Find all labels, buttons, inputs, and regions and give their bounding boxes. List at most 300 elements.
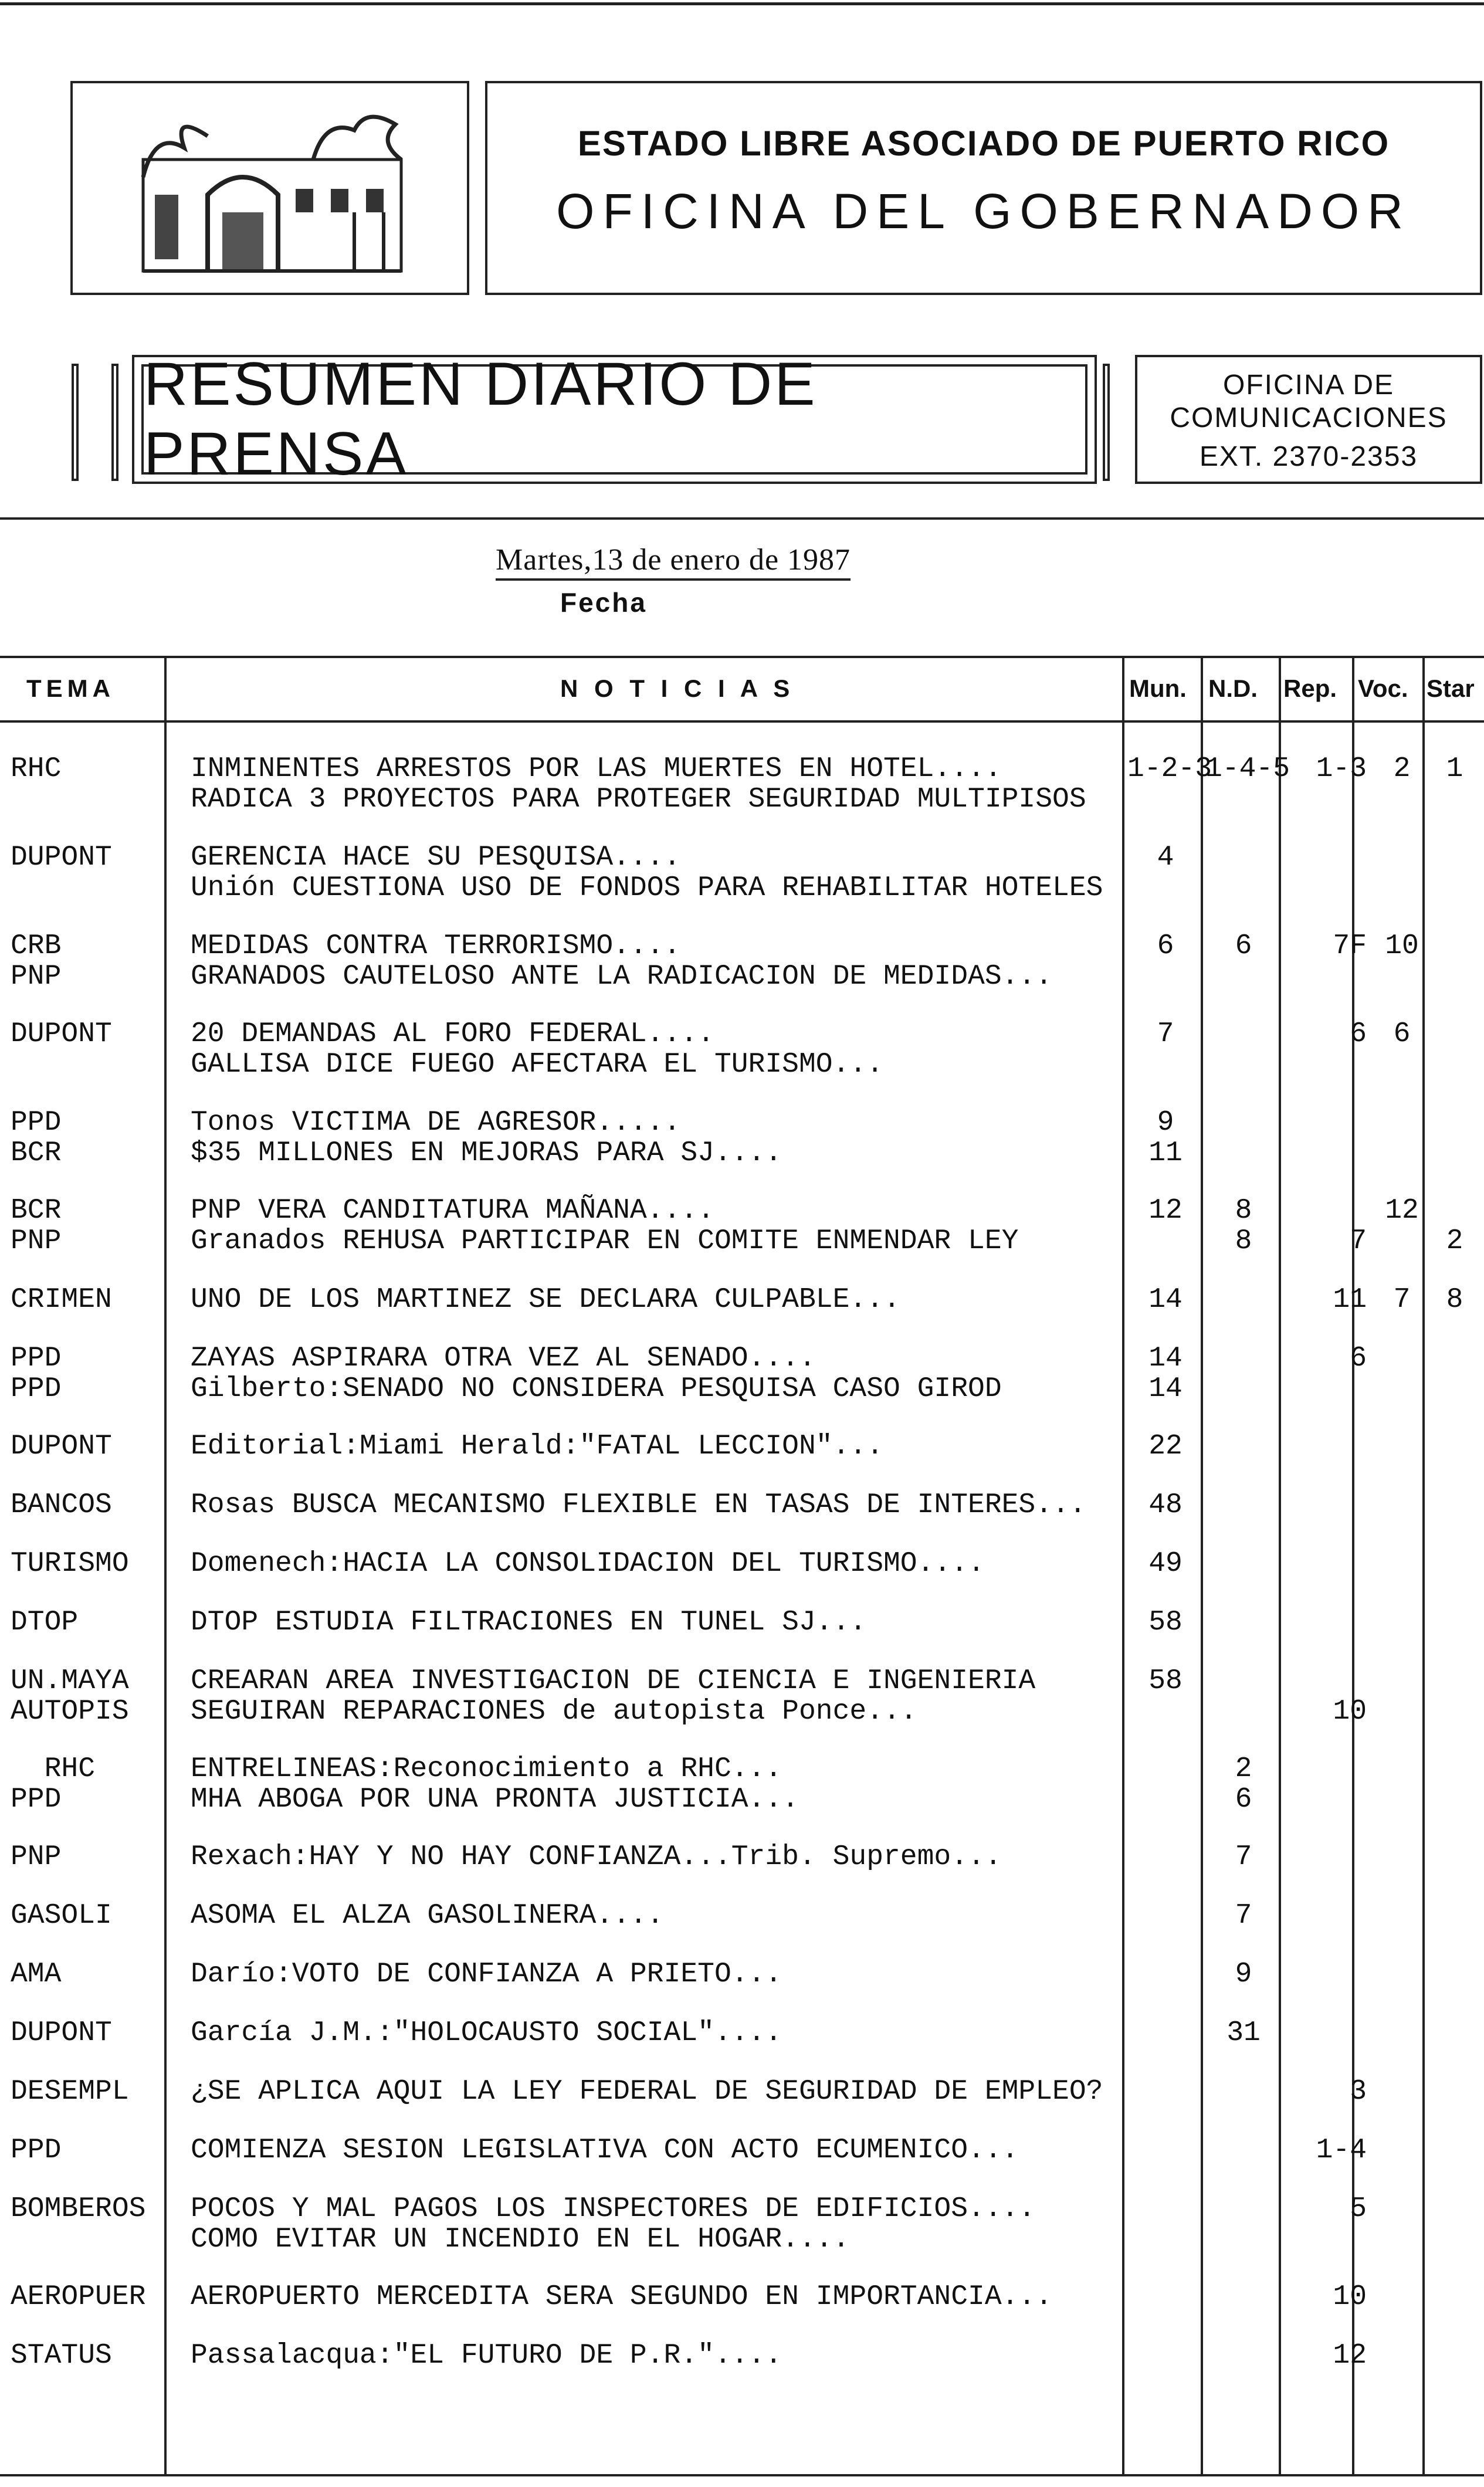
- tema-line: [11, 873, 112, 903]
- tema-line: PPD: [11, 1107, 62, 1139]
- nd-cell: [1205, 2018, 1282, 2079]
- mun-line: [1127, 1784, 1204, 1815]
- news-line: Rosas BUSCA MECANISMO FLEXIBLE EN TASAS DE INTERES...: [191, 1489, 1086, 1521]
- tema-line: TURISMO: [11, 1548, 129, 1580]
- rep-cell: [1282, 2194, 1367, 2255]
- mun-line: [1127, 1315, 1204, 1346]
- nd-cell: [1205, 1195, 1282, 1256]
- star-line: [1425, 2371, 1484, 2401]
- decorative-bar: [111, 364, 118, 481]
- news-line: ¿SE APLICA AQUI LA LEY FEDERAL DE SEGURIDAD DE EMPLEO?: [191, 2076, 1103, 2107]
- agency-name: ESTADO LIBRE ASOCIADO DE PUERTO RICO: [577, 124, 1390, 163]
- news-line: POCOS Y MAL PAGOS LOS INSPECTORES DE EDIFICIOS....: [191, 2193, 1036, 2225]
- tema-line: [11, 1931, 112, 1961]
- mun-line: [1127, 2340, 1204, 2371]
- decorative-bar: [72, 364, 79, 481]
- rep-line: [1282, 1607, 1367, 1638]
- nd-cell: [1205, 1549, 1282, 1610]
- star-cell: [1425, 2018, 1484, 2079]
- news-line: GRANADOS CAUTELOSO ANTE LA RADICACION DE MEDIDAS...: [191, 961, 1053, 992]
- tema-line: [11, 1579, 129, 1610]
- rep-cell: [1282, 1195, 1367, 1256]
- news-line: [191, 2048, 782, 2079]
- rep-cell: [1282, 2340, 1367, 2401]
- nd-line: [1205, 1579, 1282, 1610]
- star-line: [1425, 1990, 1484, 2020]
- rep-cell: [1282, 1549, 1367, 1610]
- nd-line: [1205, 1638, 1282, 1668]
- star-line: [1425, 1549, 1484, 1579]
- nd-cell: [1205, 2135, 1282, 2196]
- news-line: AEROPUERTO MERCEDITA SERA SEGUNDO EN IMPORTANCIA...: [191, 2281, 1053, 2313]
- star-cell: [1425, 2135, 1484, 2196]
- nd-line: [1205, 1462, 1282, 1492]
- news-line: Editorial:Miami Herald:"FATAL LECCION"...: [191, 1431, 883, 1462]
- tema-line: [11, 1049, 112, 1080]
- rep-line: 6: [1350, 1343, 1367, 1374]
- star-cell: [1425, 1959, 1484, 2020]
- news-line: COMO EVITAR UN INCENDIO EN EL HOGAR....: [191, 2224, 850, 2255]
- mun-line: 58: [1148, 1607, 1183, 1638]
- news-line: DTOP ESTUDIA FILTRACIONES EN TUNEL SJ...: [191, 1607, 867, 1638]
- rep-line: [1282, 2224, 1367, 2255]
- rep-line: [1282, 1842, 1367, 1872]
- rep-line: [1282, 842, 1367, 873]
- nd-line: 6: [1235, 1784, 1252, 1815]
- mun-line: 4: [1157, 842, 1174, 873]
- tema-line: [11, 1990, 61, 2020]
- mun-line: 48: [1148, 1489, 1183, 1521]
- mun-cell: [1127, 1607, 1204, 1668]
- mun-cell: [1127, 1490, 1204, 1551]
- star-cell: [1425, 1343, 1484, 1404]
- tema-line: AMA: [11, 1959, 62, 1990]
- tema-line: PNP: [11, 961, 62, 992]
- table-top-border: [0, 656, 1484, 658]
- column-header-noticias: N O T I C I A S: [560, 675, 795, 702]
- tema-line: [11, 784, 61, 815]
- voc-line: 6: [1393, 1018, 1411, 1050]
- rep-line: [1282, 2166, 1367, 2196]
- table-header-border: [0, 720, 1484, 723]
- agency-header: [485, 81, 1482, 295]
- tema-cell: [11, 1666, 129, 1727]
- tema-cell: [11, 1431, 112, 1492]
- nd-line: [1205, 1990, 1282, 2020]
- tema-line: BANCOS: [11, 1489, 112, 1521]
- mun-line: [1127, 1990, 1204, 2020]
- tema-line: PPD: [11, 1784, 62, 1815]
- nd-line: [1205, 1315, 1282, 1346]
- rep-line: 6: [1350, 1018, 1367, 1050]
- rep-line: [1282, 1872, 1367, 1903]
- news-cell: [191, 2018, 782, 2079]
- mun-cell: [1127, 1754, 1204, 1815]
- mun-line: [1127, 2194, 1204, 2224]
- news-cell: [191, 754, 1086, 815]
- column-header-tema: TEMA: [26, 675, 115, 702]
- tema-line: BCR: [11, 1195, 62, 1226]
- nd-cell: [1205, 1754, 1282, 1815]
- star-line: [1425, 1900, 1484, 1931]
- news-line: [191, 2107, 1103, 2137]
- news-cell: [191, 1607, 866, 1668]
- star-line: [1425, 1842, 1484, 1872]
- mun-cell: [1127, 1285, 1204, 1346]
- rep-cell: [1282, 2282, 1367, 2343]
- mun-line: [1127, 784, 1204, 815]
- star-line: [1425, 1638, 1484, 1668]
- news-cell: [191, 1019, 883, 1080]
- rep-line: 11: [1333, 1284, 1367, 1316]
- rep-line: [1282, 1666, 1367, 1696]
- tema-cell: [11, 1959, 61, 2020]
- mun-line: [1127, 1872, 1204, 1903]
- star-cell: [1425, 842, 1484, 903]
- star-line: [1425, 1607, 1484, 1638]
- mun-line: [1127, 2312, 1204, 2343]
- nd-cell: [1205, 1842, 1282, 1903]
- rep-line: 3: [1350, 2076, 1367, 2107]
- star-cell: [1425, 1285, 1484, 1346]
- rep-line: [1282, 2371, 1367, 2401]
- rep-cell: [1282, 1900, 1367, 1961]
- tema-cell: [11, 2018, 112, 2079]
- tema-cell: [11, 2340, 112, 2401]
- rep-line: [1282, 1990, 1367, 2020]
- office-line: OFICINA DE: [1222, 370, 1395, 401]
- nd-line: [1205, 873, 1282, 903]
- star-cell: [1425, 1900, 1484, 1961]
- nd-line: 9: [1235, 1959, 1252, 1990]
- mun-cell: [1127, 931, 1204, 992]
- rep-cell: [1282, 2018, 1367, 2079]
- star-line: [1425, 873, 1484, 903]
- rep-line: [1282, 1549, 1367, 1579]
- star-cell: [1425, 1549, 1484, 1610]
- star-line: [1425, 784, 1484, 815]
- tema-line: [11, 2371, 112, 2401]
- star-line: [1425, 1107, 1484, 1138]
- rep-line: [1282, 2312, 1367, 2343]
- column-header-mun: Mun.: [1129, 675, 1187, 702]
- tema-line: DUPONT: [11, 1018, 112, 1050]
- star-line: [1425, 2135, 1484, 2166]
- tema-line: DESEMPL: [11, 2076, 129, 2107]
- star-cell: [1425, 1431, 1484, 1492]
- voc-line: 7: [1393, 1284, 1411, 1316]
- tema-line: [11, 1872, 61, 1903]
- star-line: [1425, 1462, 1484, 1492]
- rep-cell: [1282, 1019, 1367, 1080]
- rep-line: 1-4: [1316, 2134, 1367, 2166]
- mun-line: [1127, 2018, 1204, 2048]
- voc-line: 12: [1385, 1195, 1419, 1226]
- nd-cell: [1205, 2282, 1282, 2343]
- tema-cell: [11, 842, 112, 903]
- mun-line: [1127, 1754, 1204, 1784]
- divider: [0, 517, 1484, 520]
- mun-line: [1127, 2107, 1204, 2137]
- news-cell: [191, 1842, 1002, 1903]
- star-line: [1425, 1959, 1484, 1990]
- nd-line: [1205, 2076, 1282, 2107]
- mun-line: 14: [1148, 1284, 1183, 1316]
- star-line: [1425, 2194, 1484, 2224]
- star-cell: [1425, 754, 1484, 815]
- communications-office: [1135, 355, 1482, 484]
- nd-line: 6: [1235, 930, 1252, 962]
- news-cell: [191, 1900, 664, 1961]
- rep-line: 10: [1333, 1696, 1367, 1727]
- tema-cell: [11, 1195, 61, 1256]
- nd-line: [1205, 1019, 1282, 1049]
- star-line: [1425, 2048, 1484, 2079]
- tema-line: [11, 2224, 145, 2255]
- mun-line: 58: [1148, 1665, 1183, 1697]
- mun-line: [1127, 1520, 1204, 1551]
- nd-line: [1205, 2135, 1282, 2166]
- tema-line: GASOLI: [11, 1900, 112, 1932]
- tema-cell: [11, 2194, 145, 2255]
- fortaleza-drawing-icon: [120, 107, 425, 277]
- nd-line: [1205, 1931, 1282, 1961]
- nd-cell: [1205, 753, 1290, 815]
- nd-line: 8: [1235, 1195, 1252, 1226]
- mun-cell: [1127, 1019, 1204, 1080]
- mun-cell: [1127, 2340, 1204, 2401]
- star-line: [1425, 2340, 1484, 2371]
- news-cell: [191, 1195, 1018, 1256]
- mun-line: 7: [1157, 1018, 1174, 1050]
- nd-line: [1205, 842, 1282, 873]
- star-line: [1425, 1520, 1484, 1551]
- news-line: ASOMA EL ALZA GASOLINERA....: [191, 1900, 664, 1932]
- news-line: [191, 1990, 782, 2020]
- news-line: [191, 2166, 1018, 2196]
- mun-line: 22: [1148, 1431, 1183, 1462]
- star-line: [1425, 1754, 1484, 1784]
- mun-cell: [1127, 2018, 1204, 2079]
- news-cell: [191, 1959, 782, 2020]
- nd-line: [1205, 1696, 1282, 1727]
- mun-line: [1127, 2135, 1204, 2166]
- news-line: INMINENTES ARRESTOS POR LAS MUERTES EN HOTEL....: [191, 753, 1002, 785]
- tema-line: DUPONT: [11, 1431, 112, 1462]
- news-cell: [191, 1490, 1086, 1551]
- mun-cell: [1127, 1195, 1204, 1256]
- nd-line: [1205, 1049, 1282, 1080]
- news-line: GALLISA DICE FUEGO AFECTARA EL TURISMO...: [191, 1049, 883, 1080]
- tema-line: DUPONT: [11, 842, 112, 873]
- rep-line: [1282, 1959, 1367, 1990]
- tema-line: [11, 1520, 112, 1551]
- rep-line: [1282, 1900, 1367, 1931]
- nd-line: [1205, 2312, 1282, 2343]
- rep-line: [1282, 961, 1367, 992]
- mun-line: 14: [1148, 1343, 1183, 1374]
- star-line: [1425, 842, 1484, 873]
- mun-line: [1127, 1462, 1204, 1492]
- star-line: [1425, 1343, 1484, 1374]
- star-cell: [1425, 1019, 1484, 1080]
- rep-cell: [1282, 1842, 1367, 1903]
- star-cell: [1425, 1490, 1484, 1551]
- nd-line: [1205, 1343, 1282, 1374]
- rep-line: [1282, 1931, 1367, 1961]
- star-cell: [1425, 931, 1484, 992]
- nd-line: 7: [1235, 1900, 1252, 1932]
- news-cell: [191, 1431, 883, 1492]
- star-line: [1425, 1490, 1484, 1520]
- tema-cell: [11, 1607, 78, 1668]
- report-date: Martes,13 de enero de 1987: [496, 543, 851, 581]
- tema-line: [11, 2048, 112, 2079]
- tema-cell: [11, 2282, 145, 2343]
- star-cell: [1425, 1107, 1484, 1168]
- news-cell: [191, 842, 1103, 903]
- date-label: Fecha: [560, 587, 647, 618]
- mun-cell: [1127, 1107, 1204, 1168]
- tema-line: PNP: [11, 1841, 62, 1873]
- nd-line: [1205, 1520, 1282, 1551]
- mun-line: 11: [1148, 1137, 1183, 1169]
- nd-cell: [1205, 2194, 1282, 2255]
- tema-line: DUPONT: [11, 2017, 112, 2049]
- nd-line: [1205, 1374, 1282, 1404]
- star-line: [1425, 1784, 1484, 1815]
- nd-cell: [1205, 1343, 1282, 1404]
- rep-line: [1282, 873, 1367, 903]
- tema-line: CRIMEN: [11, 1284, 112, 1316]
- rep-cell: [1282, 1285, 1367, 1346]
- mun-cell: [1127, 1666, 1204, 1727]
- news-cell: [191, 2076, 1103, 2137]
- star-cell: [1425, 1754, 1484, 1815]
- tema-line: PPD: [11, 2134, 62, 2166]
- rep-line: [1282, 1107, 1367, 1138]
- tema-cell: [11, 2076, 129, 2137]
- rep-cell: [1282, 1607, 1367, 1668]
- tema-line: RHC: [11, 753, 62, 785]
- tema-cell: [11, 1900, 112, 1961]
- mun-line: [1127, 1638, 1204, 1668]
- star-line: [1425, 1666, 1484, 1696]
- star-cell: [1425, 2340, 1484, 2401]
- news-line: ZAYAS ASPIRARA OTRA VEZ AL SENADO....: [191, 1343, 816, 1374]
- nd-line: [1205, 2166, 1282, 2196]
- tema-line: [11, 1315, 112, 1346]
- nd-cell: [1205, 1490, 1282, 1551]
- news-line: [191, 1638, 866, 1668]
- star-cell: [1425, 2282, 1484, 2343]
- tema-line: [11, 2166, 61, 2196]
- tema-cell: [11, 2135, 61, 2196]
- tema-cell: [11, 1107, 61, 1168]
- mun-line: [1127, 2282, 1204, 2312]
- mun-line: [1127, 2166, 1204, 2196]
- news-line: Granados REHUSA PARTICIPAR EN COMITE ENMENDAR LEY: [191, 1225, 1019, 1257]
- rep-cell: [1282, 2076, 1367, 2137]
- news-cell: [191, 2282, 1052, 2343]
- rep-line: [1282, 2018, 1367, 2048]
- rep-line: [1282, 1195, 1367, 1226]
- star-cell: [1425, 2076, 1484, 2137]
- rep-line: [1282, 1579, 1367, 1610]
- tema-line: CRB: [11, 930, 62, 962]
- mun-cell: [1127, 2282, 1204, 2343]
- news-line: [191, 1462, 883, 1492]
- rep-line: 5: [1350, 2193, 1367, 2225]
- news-cell: [191, 2194, 1035, 2255]
- tema-line: BCR: [11, 1137, 62, 1169]
- mun-line: 49: [1148, 1548, 1183, 1580]
- mun-cell: [1127, 1549, 1204, 1610]
- news-line: COMIENZA SESION LEGISLATIVA CON ACTO ECUMENICO...: [191, 2134, 1019, 2166]
- mun-line: [1127, 2048, 1204, 2079]
- voc-line: 10: [1385, 930, 1419, 962]
- nd-line: [1205, 2340, 1282, 2371]
- news-line: [191, 1931, 664, 1961]
- tema-line: PNP: [11, 1225, 62, 1257]
- mun-cell: [1127, 1343, 1204, 1404]
- star-line: [1425, 961, 1484, 992]
- rep-line: 10: [1333, 2281, 1367, 2313]
- star-line: [1425, 1049, 1484, 1080]
- tema-cell: [11, 931, 61, 992]
- nd-cell: [1205, 1607, 1282, 1668]
- news-cell: [191, 1343, 1002, 1404]
- rep-line: [1282, 1784, 1367, 1815]
- rep-cell: [1282, 1666, 1367, 1727]
- logo-frame: [70, 81, 469, 295]
- tema-cell: [11, 1019, 112, 1080]
- nd-line: [1205, 1431, 1282, 1462]
- nd-line: [1205, 2224, 1282, 2255]
- rep-cell: [1282, 1107, 1367, 1168]
- tema-line: [11, 1462, 112, 1492]
- nd-cell: [1205, 1019, 1282, 1080]
- mun-cell: [1127, 753, 1212, 815]
- rep-line: [1282, 1374, 1367, 1404]
- mun-line: [1127, 1579, 1204, 1610]
- rep-line: 1-3: [1316, 753, 1367, 785]
- mun-line: [1127, 2224, 1204, 2255]
- mun-line: [1127, 873, 1204, 903]
- news-cell: [191, 931, 1052, 992]
- mun-line: [1127, 1226, 1204, 1256]
- column-header-voc: Voc.: [1358, 675, 1408, 702]
- nd-cell: [1205, 2076, 1282, 2137]
- column-divider: [1122, 656, 1124, 2474]
- rep-cell: [1282, 1754, 1367, 1815]
- star-line: [1425, 1374, 1484, 1404]
- star-line: [1425, 1195, 1484, 1226]
- rep-cell: [1282, 1490, 1367, 1551]
- news-line: [191, 2371, 782, 2401]
- nd-line: 7: [1235, 1841, 1252, 1873]
- nd-line: [1205, 1607, 1282, 1638]
- tema-line: [11, 1638, 78, 1668]
- mun-line: [1127, 1900, 1204, 1931]
- rep-line: [1282, 1049, 1367, 1080]
- rep-line: 12: [1333, 2340, 1367, 2371]
- tema-cell: [11, 754, 61, 815]
- rep-cell: [1282, 1959, 1367, 2020]
- tema-cell: [11, 1343, 61, 1404]
- tema-cell: [11, 1549, 129, 1610]
- star-line: [1425, 1138, 1484, 1168]
